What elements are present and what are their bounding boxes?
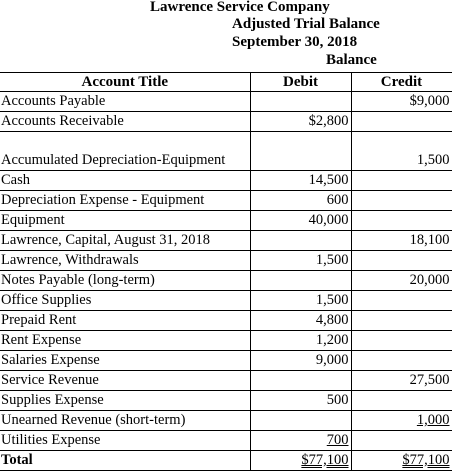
debit-cell: 9,000 [250, 351, 351, 371]
debit-cell [250, 231, 351, 251]
table-row [0, 231, 452, 251]
account-cell: Utilities Expense [0, 431, 250, 451]
credit-cell [351, 431, 452, 451]
column-header-row [0, 73, 452, 92]
debit-cell: 14,500 [250, 171, 351, 191]
balance-heading: Balance [326, 52, 377, 68]
debit-cell [250, 271, 351, 291]
report-date: September 30, 2018 [232, 34, 358, 50]
credit-cell [351, 331, 452, 351]
debit-cell [250, 92, 351, 112]
credit-cell [351, 311, 452, 331]
debit-header: Debit [250, 73, 351, 92]
account-cell: Rent Expense [0, 331, 250, 351]
credit-cell: 20,000 [351, 271, 452, 291]
account-cell: Lawrence, Capital, August 31, 2018 [0, 231, 250, 251]
account-cell: Lawrence, Withdrawals [0, 251, 250, 271]
table-row [0, 431, 452, 451]
table-row [0, 191, 452, 211]
table-row [0, 271, 452, 291]
table-row [0, 251, 452, 271]
account-cell: Accumulated Depreciation-Equipment [0, 132, 250, 171]
debit-cell: 40,000 [250, 211, 351, 231]
credit-cell: 27,500 [351, 371, 452, 391]
debit-cell: 4,800 [250, 311, 351, 331]
credit-cell [351, 211, 452, 231]
credit-cell: 18,100 [351, 231, 452, 251]
debit-cell: 1,500 [250, 251, 351, 271]
credit-cell [351, 391, 452, 411]
debit-cell: 600 [250, 191, 351, 211]
credit-header: Credit [351, 73, 452, 92]
table-row [0, 92, 452, 112]
table-row [0, 371, 452, 391]
table-row [0, 331, 452, 351]
debit-cell: 1,500 [250, 291, 351, 311]
debit-cell: $2,800 [250, 112, 351, 132]
account-cell: Service Revenue [0, 371, 250, 391]
total-row [0, 451, 452, 471]
debit-cell: 1,200 [250, 331, 351, 351]
table-row [0, 291, 452, 311]
credit-cell: 1,500 [351, 132, 452, 171]
account-cell: Depreciation Expense - Equipment [0, 191, 250, 211]
debit-cell: 700 [250, 431, 351, 451]
account-cell: Notes Payable (long-term) [0, 271, 250, 291]
account-cell: Accounts Receivable [0, 112, 250, 132]
table-row [0, 391, 452, 411]
account-cell: Accounts Payable [0, 92, 250, 112]
credit-cell [351, 251, 452, 271]
total-label: Total [0, 451, 250, 471]
account-cell: Supplies Expense [0, 391, 250, 411]
credit-cell: 1,000 [351, 411, 452, 431]
debit-cell: 500 [250, 391, 351, 411]
total-credit: $77,100 [351, 451, 452, 471]
account-cell: Unearned Revenue (short-term) [0, 411, 250, 431]
account-cell: Cash [0, 171, 250, 191]
total-debit: $77,100 [250, 451, 351, 471]
debit-cell [250, 132, 351, 171]
table-row [0, 132, 452, 171]
credit-cell [351, 291, 452, 311]
account-cell: Salaries Expense [0, 351, 250, 371]
account-cell: Prepaid Rent [0, 311, 250, 331]
debit-cell [250, 411, 351, 431]
trial-balance-table [0, 72, 452, 471]
table-row [0, 211, 452, 231]
table-row [0, 311, 452, 331]
account-cell: Office Supplies [0, 291, 250, 311]
debit-cell [250, 371, 351, 391]
table-row [0, 171, 452, 191]
credit-cell [351, 112, 452, 132]
credit-cell [351, 191, 452, 211]
credit-cell [351, 171, 452, 191]
table-row [0, 411, 452, 431]
account-title-header: Account Title [0, 73, 250, 92]
account-cell: Equipment [0, 211, 250, 231]
company-name: Lawrence Service Company [150, 0, 330, 15]
report-title: Adjusted Trial Balance [232, 16, 380, 32]
credit-cell: $9,000 [351, 92, 452, 112]
table-row [0, 112, 452, 132]
table-row [0, 351, 452, 371]
credit-cell [351, 351, 452, 371]
